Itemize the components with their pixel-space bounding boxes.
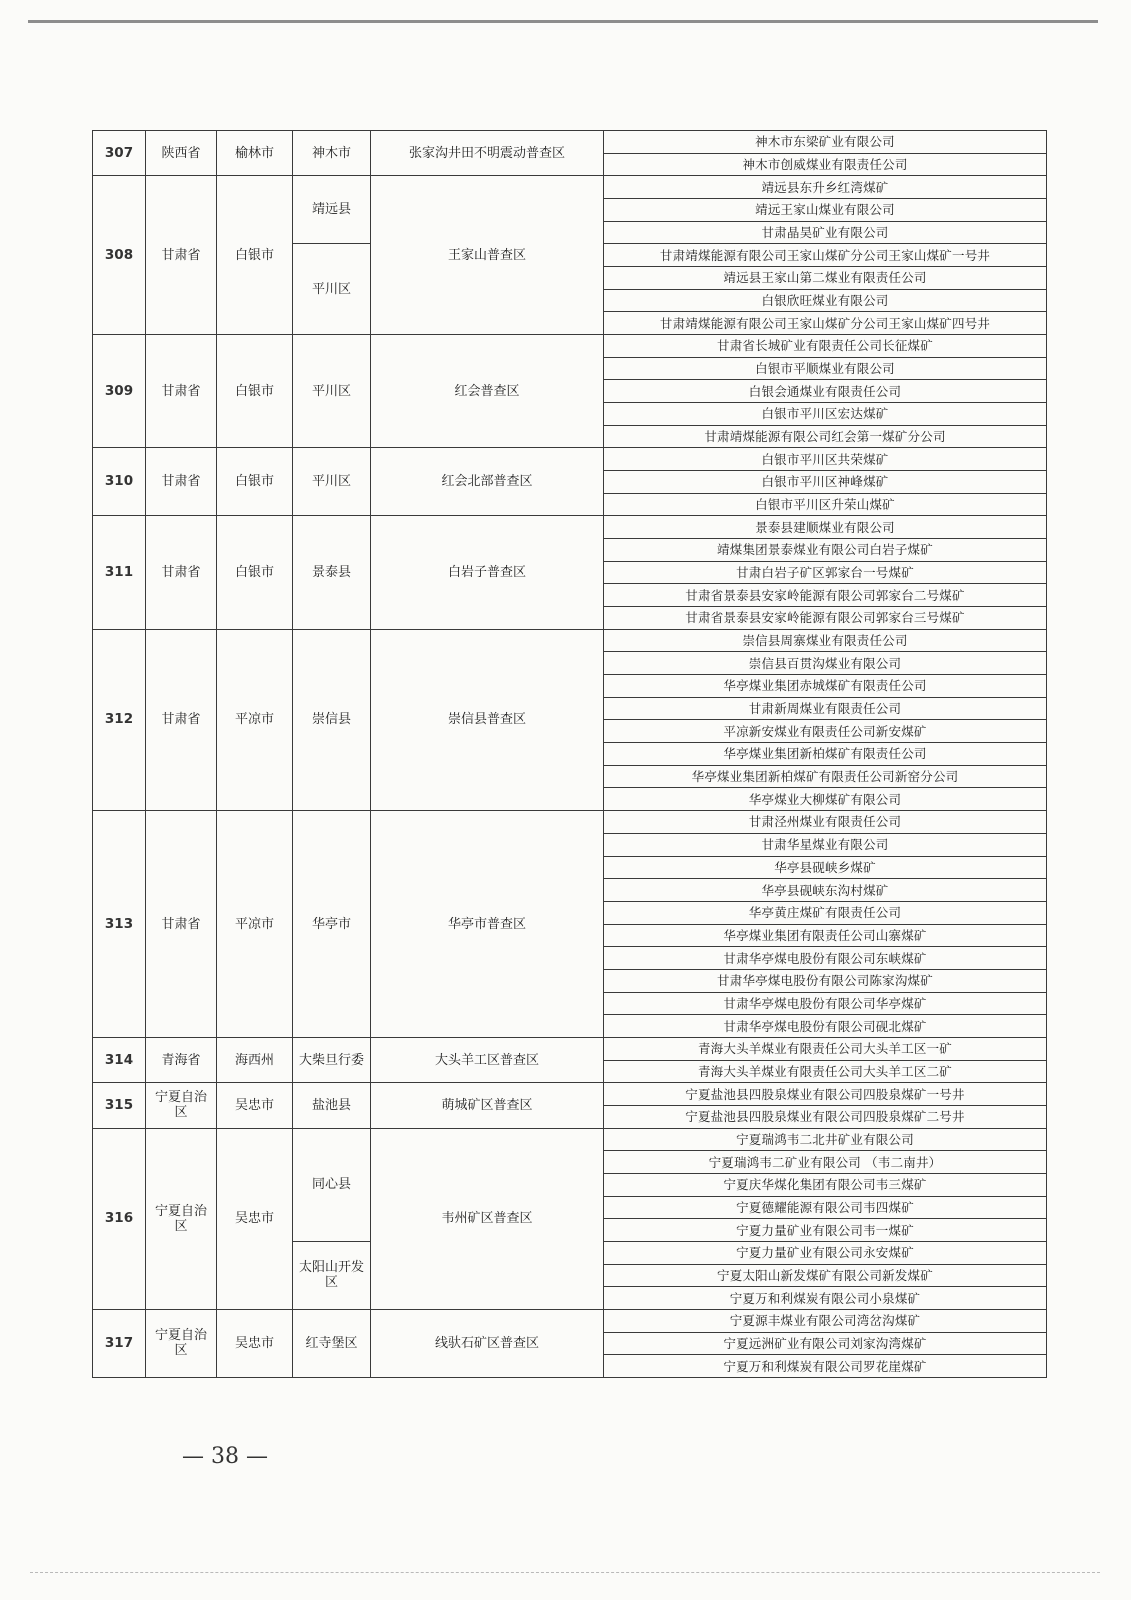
province-cell: 宁夏自治区: [146, 1309, 217, 1377]
survey-area-cell: 华亭市普查区: [371, 811, 604, 1038]
survey-area-cell: 王家山普查区: [371, 176, 604, 335]
table-row: [93, 176, 1047, 199]
company-cell: 甘肃省景泰县安家岭能源有限公司郭家台三号煤矿: [604, 607, 1047, 630]
company-cell: 甘肃新周煤业有限责任公司: [604, 697, 1047, 720]
company-cell: 白银市平顺煤业有限公司: [604, 357, 1047, 380]
company-cell: 宁夏盐池县四股泉煤业有限公司四股泉煤矿一号井: [604, 1083, 1047, 1106]
province-cell: 陕西省: [146, 131, 217, 176]
company-cell: 宁夏远洲矿业有限公司刘家沟湾煤矿: [604, 1332, 1047, 1355]
company-cell: 白银会通煤业有限责任公司: [604, 380, 1047, 403]
table-row: [93, 516, 1047, 539]
county-cell: 红寺堡区: [293, 1309, 371, 1377]
province-cell: 甘肃省: [146, 516, 217, 629]
survey-area-cell: 白岩子普查区: [371, 516, 604, 629]
county-cell: 平川区: [293, 244, 371, 335]
company-cell: 宁夏盐池县四股泉煤业有限公司四股泉煤矿二号井: [604, 1105, 1047, 1128]
company-cell: 靖远县东升乡红湾煤矿: [604, 176, 1047, 199]
city-cell: 白银市: [217, 448, 293, 516]
survey-area-cell: 红会北部普查区: [371, 448, 604, 516]
survey-area-cell: 红会普查区: [371, 335, 604, 448]
company-cell: 华亭煤业集团有限责任公司山寨煤矿: [604, 924, 1047, 947]
company-cell: 白银市平川区神峰煤矿: [604, 471, 1047, 494]
table-body: [93, 131, 1047, 1378]
city-cell: 海西州: [217, 1037, 293, 1082]
record-number: 315: [93, 1083, 146, 1128]
scan-top-border: [28, 20, 1098, 23]
county-cell: 盐池县: [293, 1083, 371, 1128]
scan-bottom-border: [30, 1572, 1100, 1573]
company-cell: 宁夏源丰煤业有限公司湾岔沟煤矿: [604, 1309, 1047, 1332]
company-cell: 青海大头羊煤业有限责任公司大头羊工区二矿: [604, 1060, 1047, 1083]
table-row: [93, 131, 1047, 154]
table-row: [93, 448, 1047, 471]
mining-area-table: [92, 130, 1047, 1378]
survey-area-cell: 崇信县普查区: [371, 629, 604, 810]
company-cell: 甘肃华亭煤电股份有限公司东峡煤矿: [604, 947, 1047, 970]
company-cell: 白银市平川区升荣山煤矿: [604, 493, 1047, 516]
company-cell: 甘肃白岩子矿区郭家台一号煤矿: [604, 561, 1047, 584]
company-cell: 甘肃省景泰县安家岭能源有限公司郭家台二号煤矿: [604, 584, 1047, 607]
company-cell: 甘肃华亭煤电股份有限公司华亭煤矿: [604, 992, 1047, 1015]
record-number: 317: [93, 1309, 146, 1377]
province-cell: 甘肃省: [146, 335, 217, 448]
company-cell: 崇信县百贯沟煤业有限公司: [604, 652, 1047, 675]
company-cell: 景泰县建顺煤业有限公司: [604, 516, 1047, 539]
record-number: 307: [93, 131, 146, 176]
survey-area-cell: 线驮石矿区普查区: [371, 1309, 604, 1377]
province-cell: 甘肃省: [146, 629, 217, 810]
survey-area-cell: 大头羊工区普查区: [371, 1037, 604, 1082]
company-cell: 宁夏力量矿业有限公司永安煤矿: [604, 1241, 1047, 1264]
city-cell: 榆林市: [217, 131, 293, 176]
company-cell: 宁夏德耀能源有限公司韦四煤矿: [604, 1196, 1047, 1219]
province-cell: 宁夏自治区: [146, 1083, 217, 1128]
company-cell: 神木市东梁矿业有限公司: [604, 131, 1047, 154]
company-cell: 甘肃靖煤能源有限公司王家山煤矿分公司王家山煤矿一号井: [604, 244, 1047, 267]
company-cell: 甘肃晶昊矿业有限公司: [604, 221, 1047, 244]
company-cell: 神木市创威煤业有限责任公司: [604, 153, 1047, 176]
company-cell: 靖远县王家山第二煤业有限责任公司: [604, 267, 1047, 290]
company-cell: 崇信县周寨煤业有限责任公司: [604, 629, 1047, 652]
city-cell: 平凉市: [217, 811, 293, 1038]
city-cell: 平凉市: [217, 629, 293, 810]
record-number: 308: [93, 176, 146, 335]
company-cell: 宁夏万和利煤炭有限公司罗花崖煤矿: [604, 1355, 1047, 1378]
company-cell: 华亭黄庄煤矿有限责任公司: [604, 901, 1047, 924]
county-cell: 大柴旦行委: [293, 1037, 371, 1082]
company-cell: 宁夏力量矿业有限公司韦一煤矿: [604, 1219, 1047, 1242]
company-cell: 甘肃省长城矿业有限责任公司长征煤矿: [604, 335, 1047, 358]
county-cell: 平川区: [293, 448, 371, 516]
company-cell: 靖远王家山煤业有限公司: [604, 199, 1047, 222]
province-cell: 宁夏自治区: [146, 1128, 217, 1309]
province-cell: 青海省: [146, 1037, 217, 1082]
city-cell: 吴忠市: [217, 1083, 293, 1128]
company-cell: 宁夏万和利煤炭有限公司小泉煤矿: [604, 1287, 1047, 1310]
province-cell: 甘肃省: [146, 176, 217, 335]
company-cell: 华亭煤业集团新柏煤矿有限责任公司新窑分公司: [604, 765, 1047, 788]
table-row: [93, 1083, 1047, 1106]
table-row: [93, 811, 1047, 834]
company-cell: 靖煤集团景泰煤业有限公司白岩子煤矿: [604, 539, 1047, 562]
county-cell: 景泰县: [293, 516, 371, 629]
company-cell: 白银市平川区共荣煤矿: [604, 448, 1047, 471]
company-cell: 华亭煤业集团新柏煤矿有限责任公司: [604, 743, 1047, 766]
company-cell: 宁夏瑞鸿韦二北井矿业有限公司: [604, 1128, 1047, 1151]
company-cell: 白银市平川区宏达煤矿: [604, 403, 1047, 426]
company-cell: 甘肃靖煤能源有限公司王家山煤矿分公司王家山煤矿四号井: [604, 312, 1047, 335]
record-number: 312: [93, 629, 146, 810]
county-cell: 崇信县: [293, 629, 371, 810]
city-cell: 白银市: [217, 335, 293, 448]
table-row: [93, 1037, 1047, 1060]
survey-area-cell: 张家沟井田不明震动普查区: [371, 131, 604, 176]
record-number: 316: [93, 1128, 146, 1309]
company-cell: 青海大头羊煤业有限责任公司大头羊工区一矿: [604, 1037, 1047, 1060]
company-cell: 华亭县砚峡东沟村煤矿: [604, 879, 1047, 902]
company-cell: 华亭煤业集团赤城煤矿有限责任公司: [604, 675, 1047, 698]
city-cell: 吴忠市: [217, 1128, 293, 1309]
company-cell: 华亭煤业大柳煤矿有限公司: [604, 788, 1047, 811]
county-cell: 同心县: [293, 1128, 371, 1241]
county-cell: 神木市: [293, 131, 371, 176]
record-number: 313: [93, 811, 146, 1038]
county-cell: 平川区: [293, 335, 371, 448]
county-cell: 太阳山开发区: [293, 1241, 371, 1309]
record-number: 314: [93, 1037, 146, 1082]
company-cell: 白银欣旺煤业有限公司: [604, 289, 1047, 312]
province-cell: 甘肃省: [146, 448, 217, 516]
table-row: [93, 335, 1047, 358]
company-cell: 甘肃华亭煤电股份有限公司砚北煤矿: [604, 1015, 1047, 1038]
table-row: [93, 629, 1047, 652]
record-number: 310: [93, 448, 146, 516]
city-cell: 白银市: [217, 516, 293, 629]
company-cell: 平凉新安煤业有限责任公司新安煤矿: [604, 720, 1047, 743]
county-cell: 华亭市: [293, 811, 371, 1038]
page-number: — 38 —: [182, 1444, 268, 1469]
record-number: 311: [93, 516, 146, 629]
survey-area-cell: 韦州矿区普查区: [371, 1128, 604, 1309]
company-cell: 华亭县砚峡乡煤矿: [604, 856, 1047, 879]
company-cell: 甘肃华亭煤电股份有限公司陈家沟煤矿: [604, 969, 1047, 992]
company-cell: 甘肃靖煤能源有限公司红会第一煤矿分公司: [604, 425, 1047, 448]
record-number: 309: [93, 335, 146, 448]
city-cell: 白银市: [217, 176, 293, 335]
table-row: [93, 1309, 1047, 1332]
province-cell: 甘肃省: [146, 811, 217, 1038]
company-cell: 甘肃华星煤业有限公司: [604, 833, 1047, 856]
city-cell: 吴忠市: [217, 1309, 293, 1377]
company-cell: 宁夏太阳山新发煤矿有限公司新发煤矿: [604, 1264, 1047, 1287]
company-cell: 宁夏瑞鸿韦二矿业有限公司 （韦二南井）: [604, 1151, 1047, 1174]
table-row: [93, 1128, 1047, 1151]
company-cell: 宁夏庆华煤化集团有限公司韦三煤矿: [604, 1173, 1047, 1196]
survey-area-cell: 萌城矿区普查区: [371, 1083, 604, 1128]
county-cell: 靖远县: [293, 176, 371, 244]
company-cell: 甘肃泾州煤业有限责任公司: [604, 811, 1047, 834]
